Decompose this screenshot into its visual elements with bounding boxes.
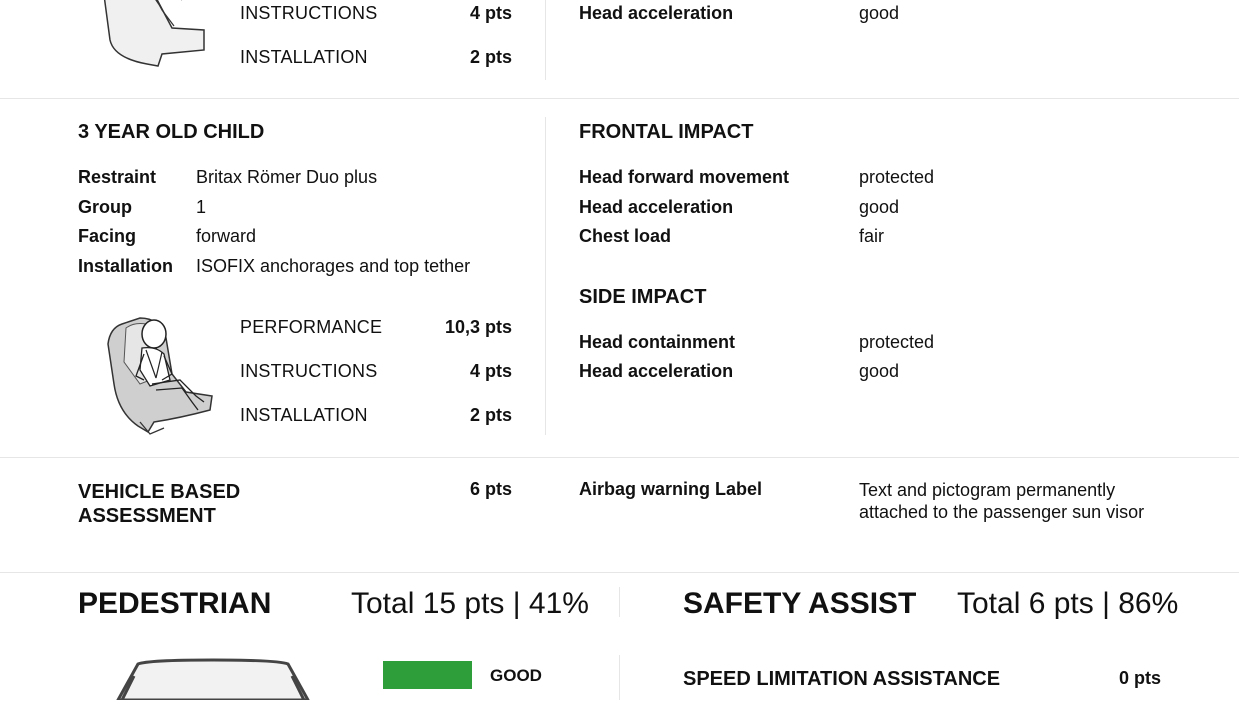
section-divider-3 [0, 572, 1239, 573]
score-label-installation: INSTALLATION [240, 405, 368, 425]
frontal-label-head-forward: Head forward movement [579, 167, 790, 187]
vehicle-assessment-title-line2: ASSESSMENT [78, 505, 216, 527]
pedestrian-title: PEDESTRIAN [78, 587, 272, 620]
section-divider-1 [0, 98, 1239, 99]
frontal-label-chest-load: Chest load [579, 226, 672, 246]
safety-assist-title: SAFETY ASSIST [683, 587, 917, 620]
speed-limitation-label: SPEED LIMITATION ASSISTANCE [683, 668, 1001, 690]
detail-value-facing: forward [196, 226, 257, 246]
score-label-performance: PERFORMANCE [240, 317, 383, 337]
frontal-value-chest-load: fair [859, 226, 885, 246]
child-seat-icon [92, 0, 212, 70]
column-divider-bottom [619, 587, 620, 617]
side-label-head-containment: Head containment [579, 332, 736, 352]
column-divider-middle [545, 117, 546, 435]
safety-assist-total: Total 6 pts | 86% [957, 587, 1179, 620]
detail-label-restraint: Restraint [78, 167, 157, 187]
column-divider-top [545, 0, 546, 80]
top-score-value-instructions: 4 pts [469, 3, 512, 23]
vehicle-assessment-title [78, 480, 240, 528]
frontal-value-head-forward: protected [859, 167, 935, 187]
detail-label-facing: Facing [78, 226, 137, 246]
vehicle-assessment-title-line1: VEHICLE BASED [78, 481, 241, 503]
score-value-performance: 10,3 pts [444, 317, 512, 337]
pedestrian-total: Total 15 pts | 41% [351, 587, 589, 620]
detail-value-installation: ISOFIX anchorages and top tether [196, 256, 471, 276]
airbag-warning-value-line2: attached to the passenger sun visor [859, 502, 1145, 522]
detail-label-group: Group [78, 197, 132, 217]
side-value-head-containment: protected [859, 332, 935, 352]
top-right-value: good [859, 3, 900, 23]
frontal-value-head-acceleration: good [859, 197, 900, 217]
speed-limitation-score: 0 pts [1118, 668, 1161, 688]
legend-label-good: GOOD [490, 666, 542, 685]
top-score-value-installation: 2 pts [469, 47, 512, 67]
airbag-warning-value-line1: Text and pictogram permanently [859, 480, 1116, 500]
score-value-installation: 2 pts [469, 405, 512, 425]
frontal-label-head-acceleration: Head acceleration [579, 197, 734, 217]
frontal-impact-title: FRONTAL IMPACT [579, 121, 754, 143]
detail-label-installation: Installation [78, 256, 174, 276]
section-divider-2 [0, 457, 1239, 458]
score-value-instructions: 4 pts [469, 361, 512, 381]
top-score-label-installation: INSTALLATION [240, 47, 368, 67]
side-label-head-acceleration: Head acceleration [579, 361, 734, 381]
top-score-label-instructions: INSTRUCTIONS [240, 3, 378, 23]
detail-value-group: 1 [196, 197, 207, 217]
car-front-icon [108, 656, 318, 700]
detail-value-restraint: Britax Römer Duo plus [196, 167, 378, 187]
vehicle-assessment-score: 6 pts [469, 479, 512, 499]
car-front-illustration [108, 656, 318, 700]
airbag-warning-value [859, 479, 1144, 523]
child-seat-icon [100, 314, 220, 436]
score-label-instructions: INSTRUCTIONS [240, 361, 378, 381]
column-divider-bottom-2 [619, 655, 620, 700]
side-impact-title: SIDE IMPACT [579, 286, 707, 308]
child-seat-illustration [100, 314, 220, 436]
child3-title: 3 YEAR OLD CHILD [78, 121, 265, 143]
top-right-label: Head acceleration [579, 3, 734, 23]
side-value-head-acceleration: good [859, 361, 900, 381]
airbag-warning-label: Airbag warning Label [579, 479, 763, 499]
child-seat-illustration-top [92, 0, 212, 70]
legend-swatch-good [383, 661, 472, 689]
